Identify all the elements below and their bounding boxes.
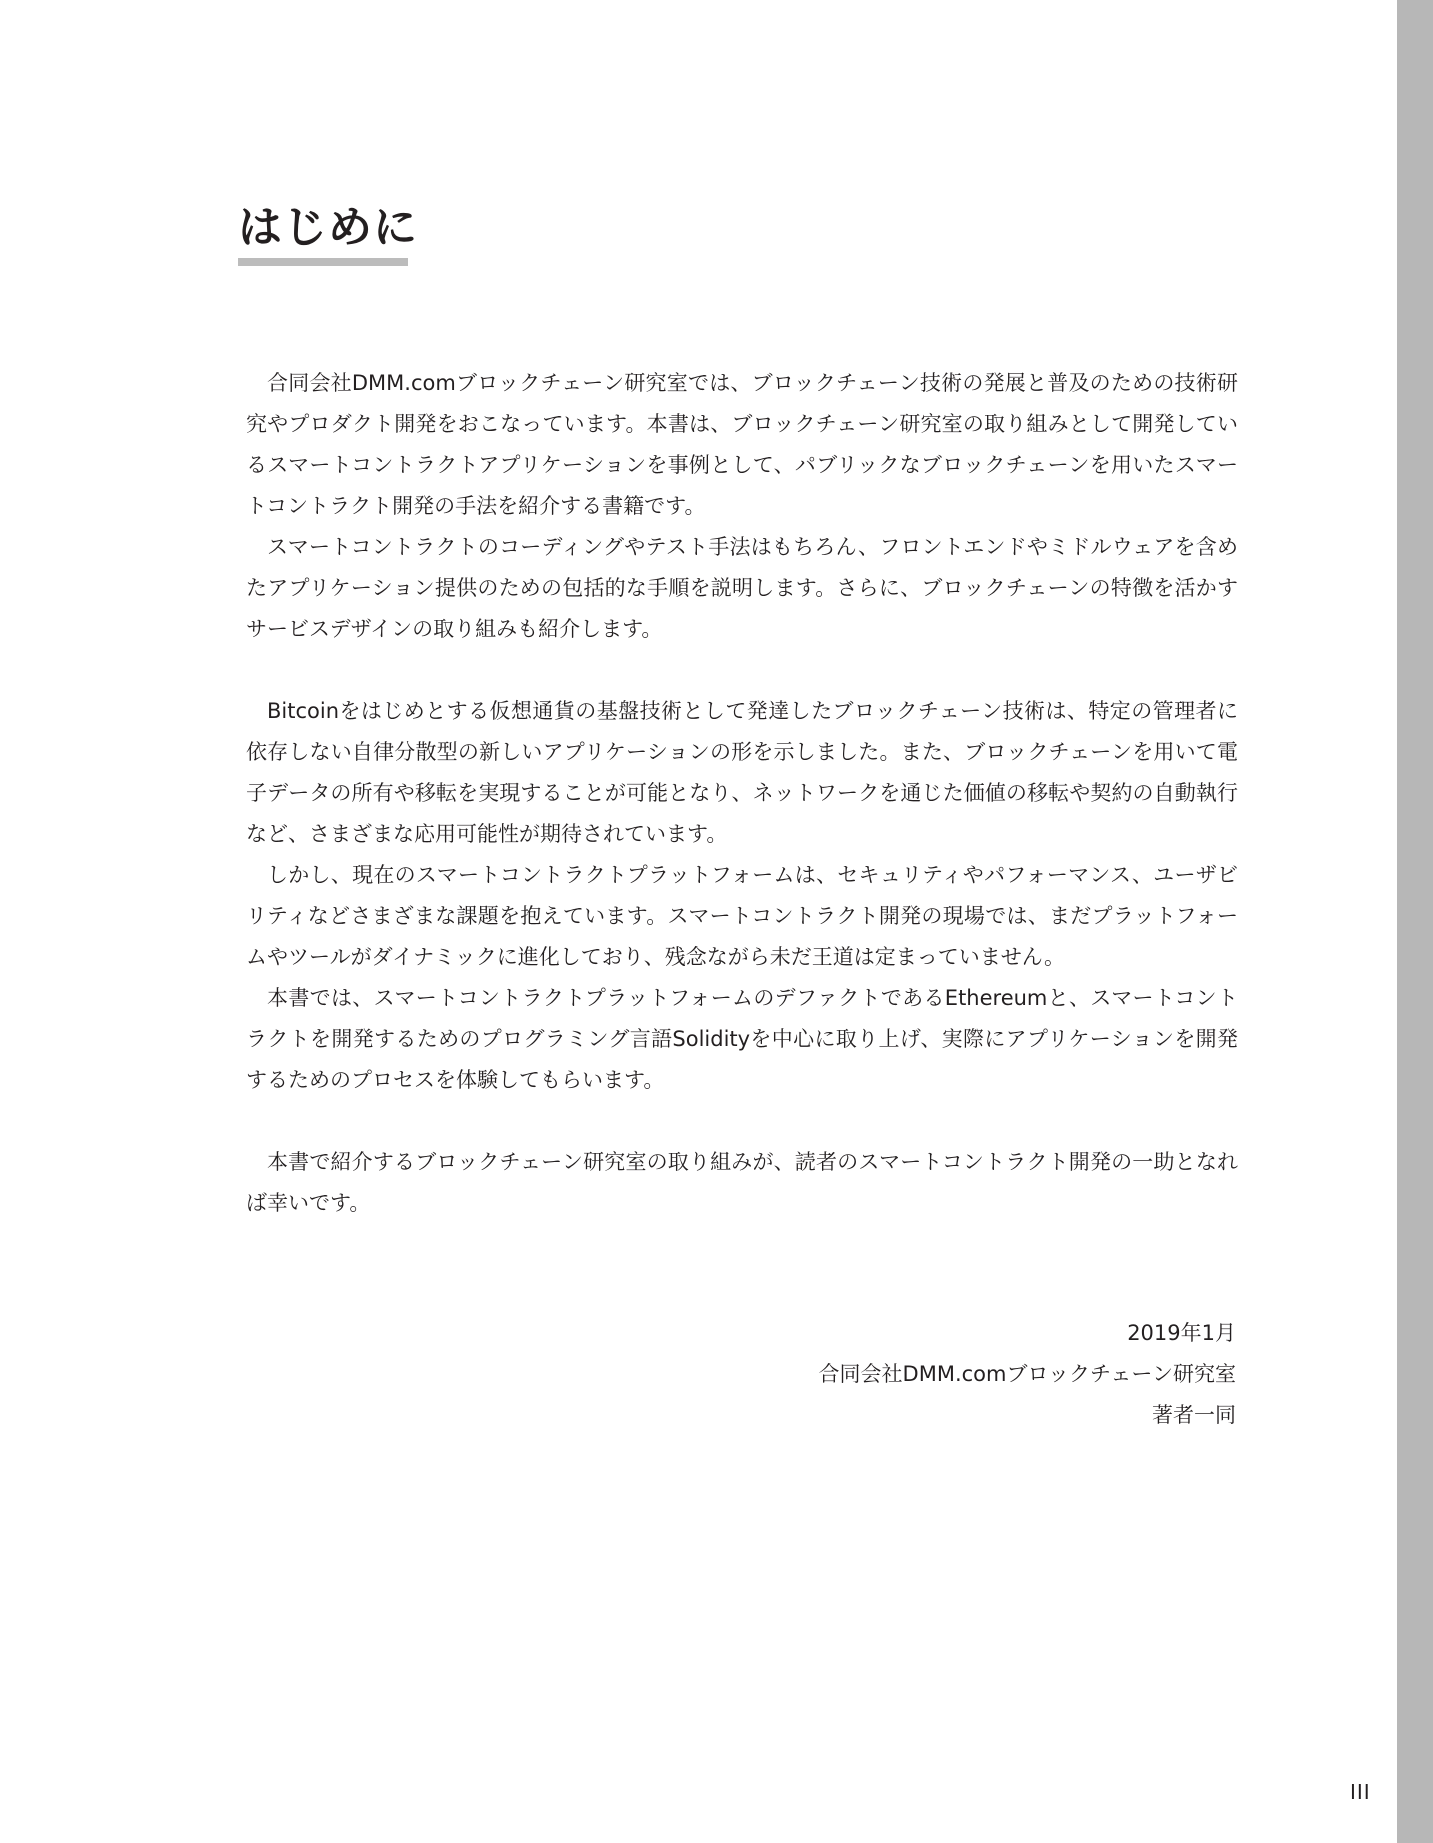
paragraph-1: 合同会社DMM.comブロックチェーン研究室では、ブロックチェーン技術の発展と普及のための技術研究やプロダクト開発をおこなっています。本書は、ブロックチェーン研究室の取り組みとして開発しているスマートコントラクトアプリケーションを事例として、パブリックなブロックチェーンを用いたスマートコントラクト開発の手法を紹介する書籍です。 xyxy=(246,371,1238,518)
page-number: III xyxy=(1350,1780,1371,1804)
page-title: はじめに xyxy=(238,202,418,253)
signature-date: 2019年1月 xyxy=(1127,1321,1236,1345)
paragraph-gap xyxy=(246,1101,1238,1142)
signature-organization: 合同会社DMM.comブロックチェーン研究室 xyxy=(818,1362,1236,1386)
paragraph-gap xyxy=(246,650,1238,691)
title-underline xyxy=(238,258,408,266)
paragraph-3: Bitcoinをはじめとする仮想通貨の基盤技術として発達したブロックチェーン技術は、特定の管理者に依存しない自律分散型の新しいアプリケーションの形を示しました。また、ブロックチェーンを用いて電子データの所有や移転を実現することが可能となり、ネットワークを通じた価値の移転や契約の自動執行など、さまざまな応用可能性が期待されています。 xyxy=(246,699,1238,846)
paragraph-4: しかし、現在のスマートコントラクトプラットフォームは、セキュリティやパフォーマンス、ユーザビリティなどさまざまな課題を抱えています。スマートコントラクト開発の現場では、まだプラットフォームやツールがダイナミックに進化しており、残念ながら未だ王道は定まっていません。 xyxy=(246,863,1238,969)
body-text xyxy=(246,363,1238,1224)
heading-block xyxy=(238,200,418,266)
paragraph-6: 本書で紹介するブロックチェーン研究室の取り組みが、読者のスマートコントラクト開発の一助となれば幸いです。 xyxy=(246,1150,1238,1215)
paragraph-2: スマートコントラクトのコーディングやテスト手法はもちろん、フロントエンドやミドルウェアを含めたアプリケーション提供のための包括的な手順を説明します。さらに、ブロックチェーンの特徴を活かすサービスデザインの取り組みも紹介します。 xyxy=(246,535,1238,641)
paragraph-5: 本書では、スマートコントラクトプラットフォームのデファクトであるEthereumと、スマートコントラクトを開発するためのプログラミング言語Solidityを中心に取り上げ、実際にアプリケーションを開発するためのプロセスを体験してもらいます。 xyxy=(246,986,1238,1092)
signature-block xyxy=(819,1313,1236,1436)
page-edge-bar xyxy=(1397,0,1433,1843)
signature-authors: 著者一同 xyxy=(1152,1403,1236,1427)
